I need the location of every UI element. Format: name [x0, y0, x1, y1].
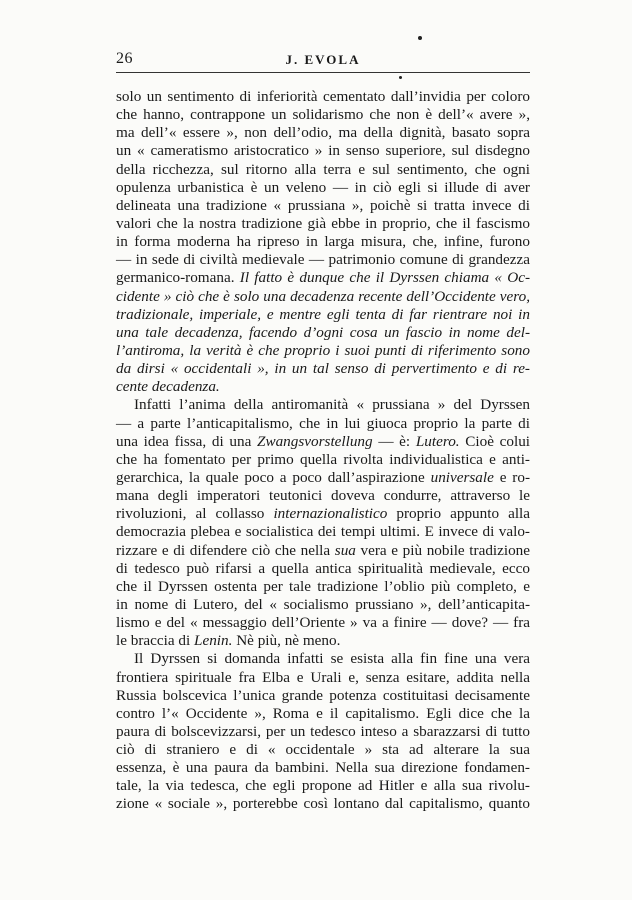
text-line: in nome di Lutero, del « socialismo prussiano », dell’anticapita-	[116, 595, 530, 613]
body-text	[116, 88, 530, 814]
text-line: Il Dyrssen si domanda infatti se esista alla fin fine una vera	[134, 650, 530, 668]
text-line: lismo e del « messaggio dell’Oriente » va a finire — dove? — fra	[116, 614, 530, 632]
text-line: una tale decadenza, facendo d’ogni cosa un fascio in nome del-	[116, 323, 530, 341]
text-line: tradizionale, imperiale, e mentre egli tenta di far rientrare noi in	[116, 305, 530, 323]
text-line: zione « sociale », porterebbe così lontano dal capitalismo, quanto	[116, 795, 530, 813]
text-line: essenza, è una paura da bambini. Nella sua direzione fondamen-	[116, 759, 530, 777]
text-line: di tedesco può rifarsi a quella antica spiritualità medievale, ecco	[116, 559, 530, 577]
text-line: le braccia di Lenin. Nè più, nè meno.	[116, 632, 341, 650]
text-line: cidente » ciò che è solo una decadenza recente dell’Occidente vero,	[116, 287, 530, 305]
text-line: che il Dyrssen ostenta per tale tradizione l’oblio più completo, e	[116, 577, 530, 595]
text-line: frontiera spirituale fra Elba e Urali e, senza esitare, addita nella	[116, 668, 530, 686]
text-line: paura di bolscevizzarsi, per un tedesco inteso a sbarazzarsi di tutto	[116, 722, 530, 740]
page-number: 26	[116, 50, 133, 67]
text-line: mana degli imperatori teutonici doveva condurre, attraverso le	[116, 487, 530, 505]
text-line: contro l’« Occidente », Roma e il capitalismo. Egli dice che la	[116, 704, 530, 722]
text-line: Infatti l’anima della antiromanità « prussiana » del Dyrssen	[134, 396, 530, 414]
text-line: che hanno, contrappone un solidarismo che non è dell’« avere »,	[116, 106, 530, 124]
text-line: che ha fomentato per primo quella rivolta individualistica e anti-	[116, 450, 530, 468]
text-line: l’antiroma, la verità è che proprio i suoi punti di riferimento sono	[116, 341, 530, 359]
text-line: solo un sentimento di inferiorità cementato dall’invidia per coloro	[116, 88, 530, 105]
text-line: della ricchezza, sul ritorno alla terra e sul sentimento, che ogni	[116, 160, 530, 178]
text-line: cente decadenza.	[116, 378, 220, 396]
ink-speck	[418, 36, 422, 40]
page-header	[116, 50, 530, 74]
text-line: — in sede di civiltà medievale — patrimonio comune di grandezza	[116, 251, 530, 269]
running-head: J. EVOLA	[285, 52, 361, 67]
text-line: Russia bolscevica l’unica grande potenza costituitasi decisamente	[116, 686, 530, 704]
text-line: da dirsi « occidentali », in un tal senso di pervertimento e di re-	[116, 360, 530, 378]
text-line: valori che la nostra tradizione già ebbe in proprio, che il fascismo	[116, 214, 530, 232]
text-line: una idea fissa, di una Zwangsvorstellung — è: Lutero. Cioè colui	[116, 432, 531, 450]
text-line: delineata una tradizione « prussiana », poichè si tratta invece di	[116, 196, 530, 214]
text-line: in forma moderna ha ripreso in larga misura, che, infine, furono	[116, 233, 530, 251]
text-line: — a parte l’anticapitalismo, che in lui giuoca proprio la parte di	[116, 414, 530, 432]
text-line: rivoluzioni, al collasso internazionalistico proprio appunto alla	[116, 505, 530, 523]
text-line: un « cameratismo aristocratico » in senso superiore, sul disdegno	[116, 142, 530, 160]
text-line: ciò di straniero e di « occidentale » sta ad alterare la sua	[116, 741, 530, 759]
text-line: tale, la via tedesca, che egli propone ad Hitler e alla sua rivolu-	[116, 777, 530, 795]
text-line: opulenza urbanistica è un veleno — in ciò egli si illude di aver	[116, 178, 530, 196]
text-line: gerarchica, la quale poco a poco dall’aspirazione universale e ro-	[116, 468, 531, 486]
header-rule	[116, 72, 530, 73]
text-line: democrazia plebea e socialistica dei tempi ultimi. E invece di valo-	[116, 523, 530, 541]
text-line: ma dell’« essere », non dell’odio, ma della dignità, basato sopra	[116, 124, 530, 142]
text-line: germanico-romana. Il fatto è dunque che il Dyrssen chiama « Oc-	[116, 269, 531, 287]
ink-speck	[399, 76, 402, 79]
text-line: rizzare e di difendere ciò che nella sua vera e più nobile tradizione	[116, 541, 531, 559]
